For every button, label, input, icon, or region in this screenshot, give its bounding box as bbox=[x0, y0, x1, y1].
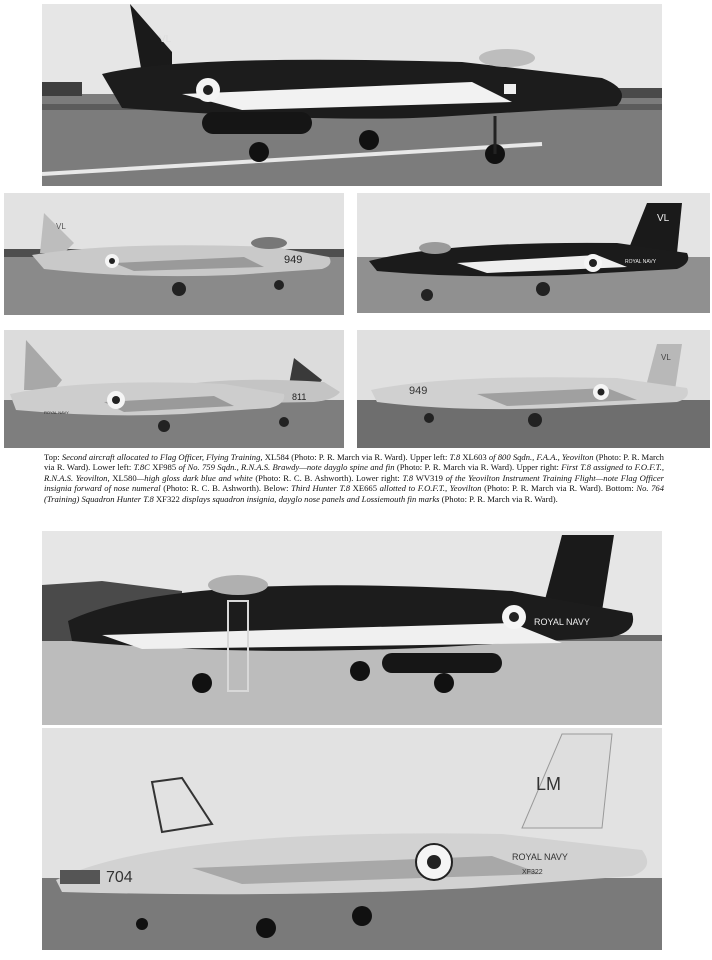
caption-segment: WV319 bbox=[415, 472, 446, 483]
photo-bottom bbox=[42, 728, 662, 950]
caption-segment: (Photo: R. C. B. Ashworth). Lower right: bbox=[255, 472, 403, 483]
caption-segment: XL580 bbox=[112, 472, 137, 483]
photo-caption bbox=[44, 452, 664, 504]
caption-segment: No. 764 (Training) Squadron Hunter T.8 bbox=[44, 483, 665, 504]
caption-segment: T.8 bbox=[402, 472, 416, 483]
caption-segment: allotted to F.O.F.T., Yeovilton bbox=[379, 483, 485, 494]
nose-number: 949 bbox=[409, 385, 428, 397]
nose-number: 949 bbox=[284, 254, 303, 266]
fin-code: VL bbox=[661, 353, 671, 362]
fin-code: VL bbox=[56, 222, 66, 231]
caption-segment: (Photo: P. R. March via R. Ward). Upper right: bbox=[396, 462, 562, 473]
caption-segment: of 800 Sqdn., F.A.A., Yeovilton bbox=[488, 452, 596, 462]
caption-segment: (Photo: P. R. March via R. Ward). Lower left: bbox=[44, 452, 664, 473]
caption-segment: T.8 bbox=[449, 452, 463, 462]
photo-below bbox=[42, 531, 662, 725]
caption-segment: of the Yeovilton Instrument Training Flight—note Flag Officer insignia forward of nose numeral bbox=[44, 472, 664, 494]
caption-segment: Second aircraft allocated to Flag Officer, Flying Training, bbox=[61, 452, 265, 462]
caption-segment: Third Hunter T.8 bbox=[291, 483, 353, 494]
marking: ROYAL NAVY bbox=[625, 259, 657, 265]
caption-segment: (Photo: R. C. B. Ashworth). Below: bbox=[163, 483, 292, 494]
serial: XF322 bbox=[522, 869, 543, 876]
caption-segment: XL584 (Photo: P. R. March via R. Ward). Upper left: bbox=[264, 452, 450, 462]
photo-upper-right bbox=[357, 193, 710, 313]
fin-code: VL bbox=[657, 213, 670, 224]
marking: ROYAL NAVY bbox=[512, 852, 568, 862]
photo-upper-left bbox=[4, 193, 344, 315]
caption-segment: of No. 759 Sqdn., R.N.A.S. Brawdy—note dayglo spine and fin bbox=[178, 462, 397, 473]
nose-number: 811 bbox=[292, 392, 307, 402]
caption-segment: XF322 bbox=[155, 493, 182, 504]
photo-top bbox=[42, 4, 662, 186]
caption-segment: XL603 bbox=[462, 452, 489, 462]
caption-segment: (Photo: P. R. March via R. Ward). bbox=[441, 493, 558, 504]
caption-segment: (Photo: P. R. March via R. Ward). Bottom: bbox=[484, 483, 637, 494]
fin-code: LM bbox=[536, 774, 562, 794]
caption-segment: T.8C bbox=[133, 462, 153, 473]
caption-segment: XF985 bbox=[152, 462, 179, 473]
marking: ROYAL NAVY bbox=[44, 410, 69, 415]
fin-code: VL bbox=[159, 34, 172, 45]
caption-segment: Top: bbox=[44, 452, 62, 462]
photo-lower-left bbox=[4, 330, 344, 448]
caption-segment: —high gloss dark blue and white bbox=[136, 472, 256, 483]
photo-lower-right bbox=[357, 330, 710, 448]
nose-number: 704 bbox=[106, 869, 133, 886]
caption-segment: First T.8 assigned to F.O.F.T., R.N.A.S. Yeovilton, bbox=[44, 462, 665, 483]
caption-segment: XE665 bbox=[352, 483, 380, 494]
caption-segment: displays squadron insignia, dayglo nose panels and Lossiemouth fin marks bbox=[182, 493, 442, 504]
marking: ROYAL NAVY bbox=[534, 617, 590, 627]
